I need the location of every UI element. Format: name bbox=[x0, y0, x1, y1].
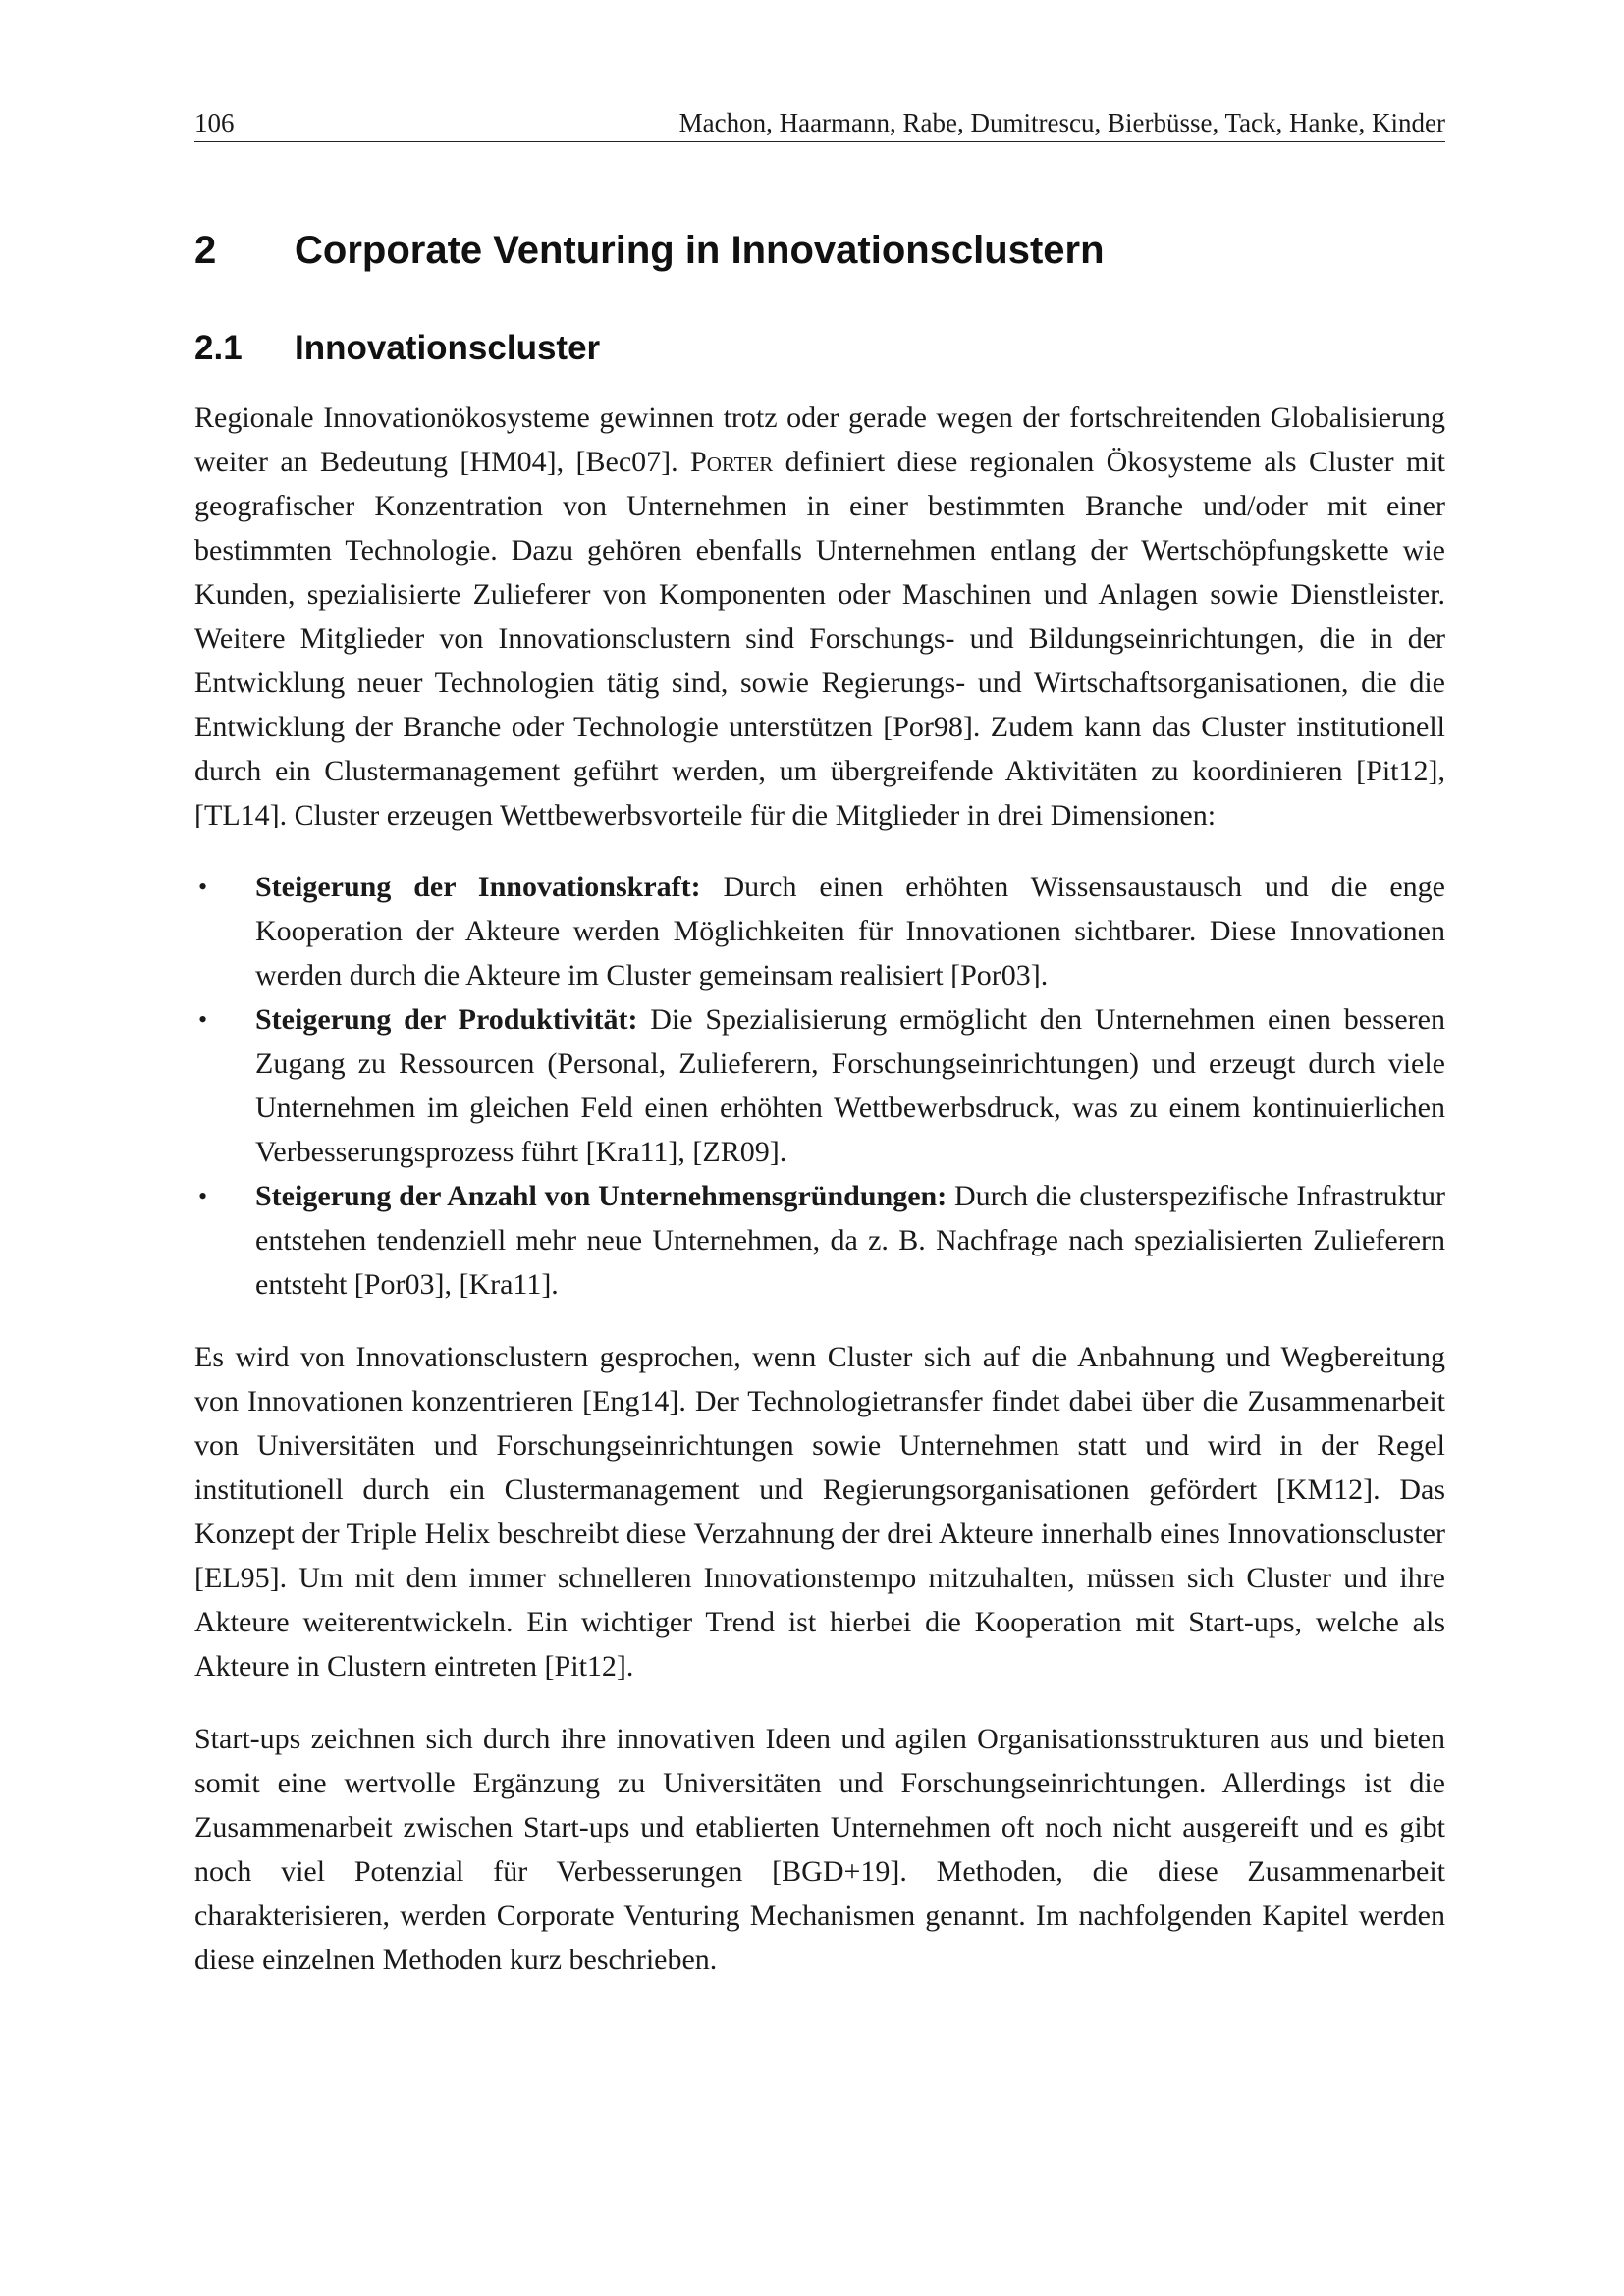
page-number: 106 bbox=[194, 108, 235, 137]
paragraph-2: Es wird von Innovationsclustern gesprochen, wenn Cluster sich auf die Anbahnung und Wegbereitung von Innovationen konzentrieren [Eng14]. Der Technologietransfer findet dabei über die Zusammenarbeit von Universitäten und Forschungseinrichtungen sowie Unternehmen statt und wird in der Regel institutionell durch ein Clustermanagement und Regierungsorganisationen gefördert [KM12]. Das Konzept der Triple Helix beschreibt diese Verzahnung der drei Akteure innerhalb eines Innovationscluster [EL95]. Um mit dem immer schnelleren Innovationstempo mitzuhalten, müssen sich Cluster und ihre Akteure weiterentwickeln. Ein wichtiger Trend ist hierbei die Kooperation mit Start-ups, welche als Akteure in Clustern eintreten [Pit12]. bbox=[194, 1341, 1445, 1682]
paragraph-3: Start-ups zeichnen sich durch ihre innovativen Ideen und agilen Organisationsstrukturen aus und bieten somit eine wertvolle Ergänzung zu Universitäten und Forschungseinrichtungen. Allerdings ist die Zusammenarbeit zwischen Start-ups und etablierten Unternehmen oft noch nicht ausgereift und es gibt noch viel Potenzial für Verbesserungen [BGD+19]. Methoden, die diese Zusammenarbeit charakterisieren, werden Corporate Venturing Mechanismen genannt. Im nachfolgenden Kapitel werden diese einzelnen Methoden kurz beschrieben. bbox=[194, 1723, 1445, 1976]
bullet-icon: • bbox=[198, 1005, 208, 1034]
bullet-list bbox=[194, 865, 1445, 1307]
list-item bbox=[194, 997, 1445, 1174]
document-page bbox=[194, 106, 1445, 1982]
subsection-heading bbox=[194, 327, 1445, 370]
section-heading bbox=[194, 227, 1445, 274]
section-title: Corporate Venturing in Innovationsclustern bbox=[295, 229, 1105, 272]
paragraph-1-part-b: definiert diese regionalen Ökosysteme als Cluster mit geografischer Konzentration von Unternehmen in einer bestimmten Branche und/oder mit einer bestimmten Technologie. Dazu gehören ebenfalls Unternehmen entlang der Wertschöpfungskette wie Kunden, spezialisierte Zulieferer von Komponenten oder Maschinen und Anlagen sowie Dienstleister. Weitere Mitglieder von Innovationsclustern sind Forschungs- und Bildungseinrichtungen, die in der Entwicklung neuer Technologien tätig sind, sowie Regierungs- und Wirtschaftsorganisationen, die die Entwicklung der Branche oder Technologie unterstützen [Por98]. Zudem kann das Cluster institutionell durch ein Clustermanagement geführt werden, um übergreifende Aktivitäten zu koordinieren [Pit12], [TL14]. Cluster erzeugen Wettbewerbsvorteile für die Mitglieder in drei Dimensionen: bbox=[194, 446, 1445, 831]
subsection-title: Innovationscluster bbox=[295, 329, 601, 367]
running-header bbox=[194, 106, 1445, 142]
list-item-label: Steigerung der Innovationskraft: bbox=[255, 871, 701, 903]
list-item-label: Steigerung der Produktivität: bbox=[255, 1003, 638, 1036]
paragraph-1 bbox=[194, 396, 1445, 837]
list-item-label: Steigerung der Anzahl von Unternehmensgründungen: bbox=[255, 1180, 947, 1212]
list-item-text: Die Spezialisierung ermöglicht den Unternehmen einen besseren Zugang zu Ressourcen (Personal, Zulieferern, Forschungseinrichtungen) und erzeugt durch viele Unternehmen im gleichen Feld einen erhöhten Wettbewerbsdruck, was zu einem kontinuierlichen Verbesserungsprozess führt [Kra11], [ZR09]. bbox=[255, 1003, 1445, 1168]
list-item bbox=[194, 865, 1445, 997]
bullet-icon: • bbox=[198, 1182, 208, 1210]
bullet-icon: • bbox=[198, 873, 208, 901]
list-item-text: Durch die clusterspezifische Infrastruktur entstehen tendenziell mehr neue Unternehmen, da z. B. Nachfrage nach spezialisierten Zulieferern entsteht [Por03], [Kra11]. bbox=[255, 1180, 1445, 1301]
author-name-porter: Porter bbox=[690, 446, 774, 478]
subsection-number: 2.1 bbox=[194, 329, 243, 367]
list-item-text: Durch einen erhöhten Wissensaustausch und die enge Kooperation der Akteure werden Möglichkeiten für Innovationen sichtbarer. Diese Innovationen werden durch die Akteure im Cluster gemeinsam realisiert [Por03]. bbox=[255, 871, 1445, 991]
paragraph-1-part-a: Regionale Innovationökosysteme gewinnen trotz oder gerade wegen der fortschreitenden Globalisierung weiter an Bedeutung [HM04], [Bec07]. bbox=[194, 401, 1445, 478]
header-authors: Machon, Haarmann, Rabe, Dumitrescu, Bierbüsse, Tack, Hanke, Kinder bbox=[678, 108, 1445, 137]
list-item bbox=[194, 1174, 1445, 1307]
section-number: 2 bbox=[194, 229, 217, 272]
